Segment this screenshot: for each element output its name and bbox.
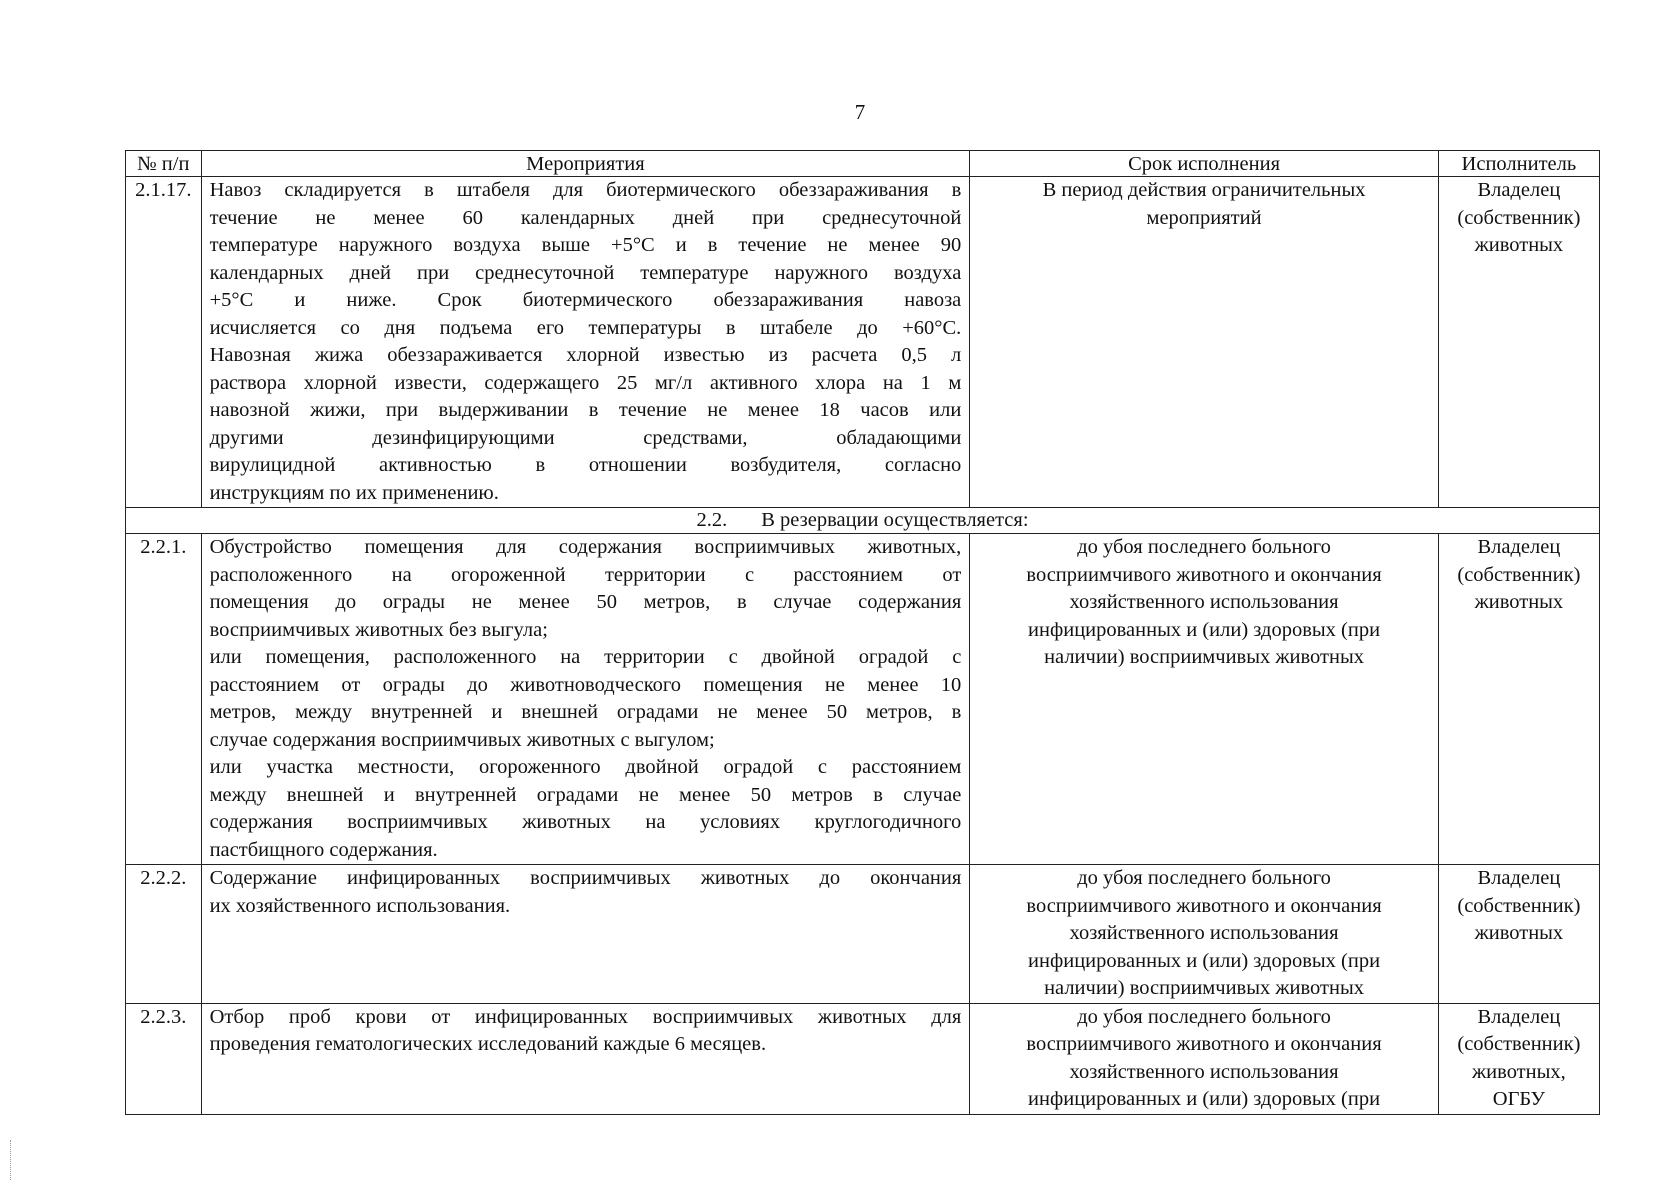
row-activity: Обустройство помещения для содержания восприимчивых животных, расположенного на огороженной территории с расстоянием от помещения до ограды не менее 50 метров, в случае содержания восприимчивых животных без выгула; или помещения, расположенного на территории с двойной оградой с расстоянием от ограды до животноводческого помещения не менее 10 метров, между внутренней и внешней оградами не менее 50 метров, в случае содержания восприимчивых животных с выгулом; или участка местности, огороженного двойной оградой с расстоянием между внешней и внутренней оградами не менее 50 метров в случае содержания восприимчивых животных на условиях круглогодичного пастбищного содержания.: [201, 534, 970, 865]
row-term: до убоя последнего больного восприимчивого животного и окончания хозяйственного использования инфицированных и (или) здоровых (при наличии) восприимчивых животных: [970, 534, 1438, 865]
header-activity: Мероприятия: [201, 151, 970, 177]
section-heading: [126, 508, 1600, 534]
row-term: до убоя последнего больного восприимчивого животного и окончания хозяйственного использования инфицированных и (или) здоровых (при наличии) восприимчивых животных: [970, 865, 1438, 1004]
section-title: В резервации осуществляется:: [761, 509, 1029, 531]
table-row: [126, 534, 1600, 865]
row-term: до убоя последнего больного восприимчивого животного и окончания хозяйственного использования инфицированных и (или) здоровых (при: [970, 1003, 1438, 1114]
row-number: 2.2.3.: [126, 1003, 202, 1114]
measures-table: [125, 150, 1600, 1115]
row-number: 2.1.17.: [126, 177, 202, 508]
section-row: [126, 508, 1600, 534]
table-row: [126, 177, 1600, 508]
row-term: В период действия ограничительных мероприятий: [970, 177, 1438, 508]
page-number: 7: [854, 100, 866, 124]
section-number: 2.2.: [696, 509, 728, 531]
header-num: № п/п: [126, 151, 202, 177]
table-row: [126, 865, 1600, 1004]
row-activity: Отбор проб крови от инфицированных восприимчивых животных для проведения гематологических исследований каждые 6 месяцев.: [201, 1003, 970, 1114]
table-row: [126, 1003, 1600, 1114]
row-executor: Владелец (собственник) животных: [1438, 534, 1599, 865]
row-activity: Содержание инфицированных восприимчивых животных до окончания их хозяйственного использования.: [201, 865, 970, 1004]
row-executor: Владелец (собственник) животных, ОГБУ: [1438, 1003, 1599, 1114]
header-executor: Исполнитель: [1438, 151, 1599, 177]
header-term: Срок исполнения: [970, 151, 1438, 177]
row-activity: Навоз складируется в штабеля для биотермического обеззараживания в течение не менее 60 календарных дней при среднесуточной температуре наружного воздуха выше +5°С и в течение не менее 90 календарных дней при среднесуточной температуре наружного воздуха +5°С и ниже. Срок биотермического обеззараживания навоза исчисляется со дня подъема его температуры в штабеле до +60°С. Навозная жижа обеззараживается хлорной известью из расчета 0,5 л раствора хлорной извести, содержащего 25 мг/л активного хлора на 1 м навозной жижи, при выдерживании в течение не менее 18 часов или другими дезинфицирующими средствами, обладающими вирулицидной активностью в отношении возбудителя, согласно инструкциям по их применению.: [201, 177, 970, 508]
row-number: 2.2.2.: [126, 865, 202, 1004]
table-header-row: [126, 151, 1600, 177]
scan-margin-mark: [10, 1140, 15, 1180]
row-executor: Владелец (собственник) животных: [1438, 865, 1599, 1004]
row-number: 2.2.1.: [126, 534, 202, 865]
row-executor: Владелец (собственник) животных: [1438, 177, 1599, 508]
